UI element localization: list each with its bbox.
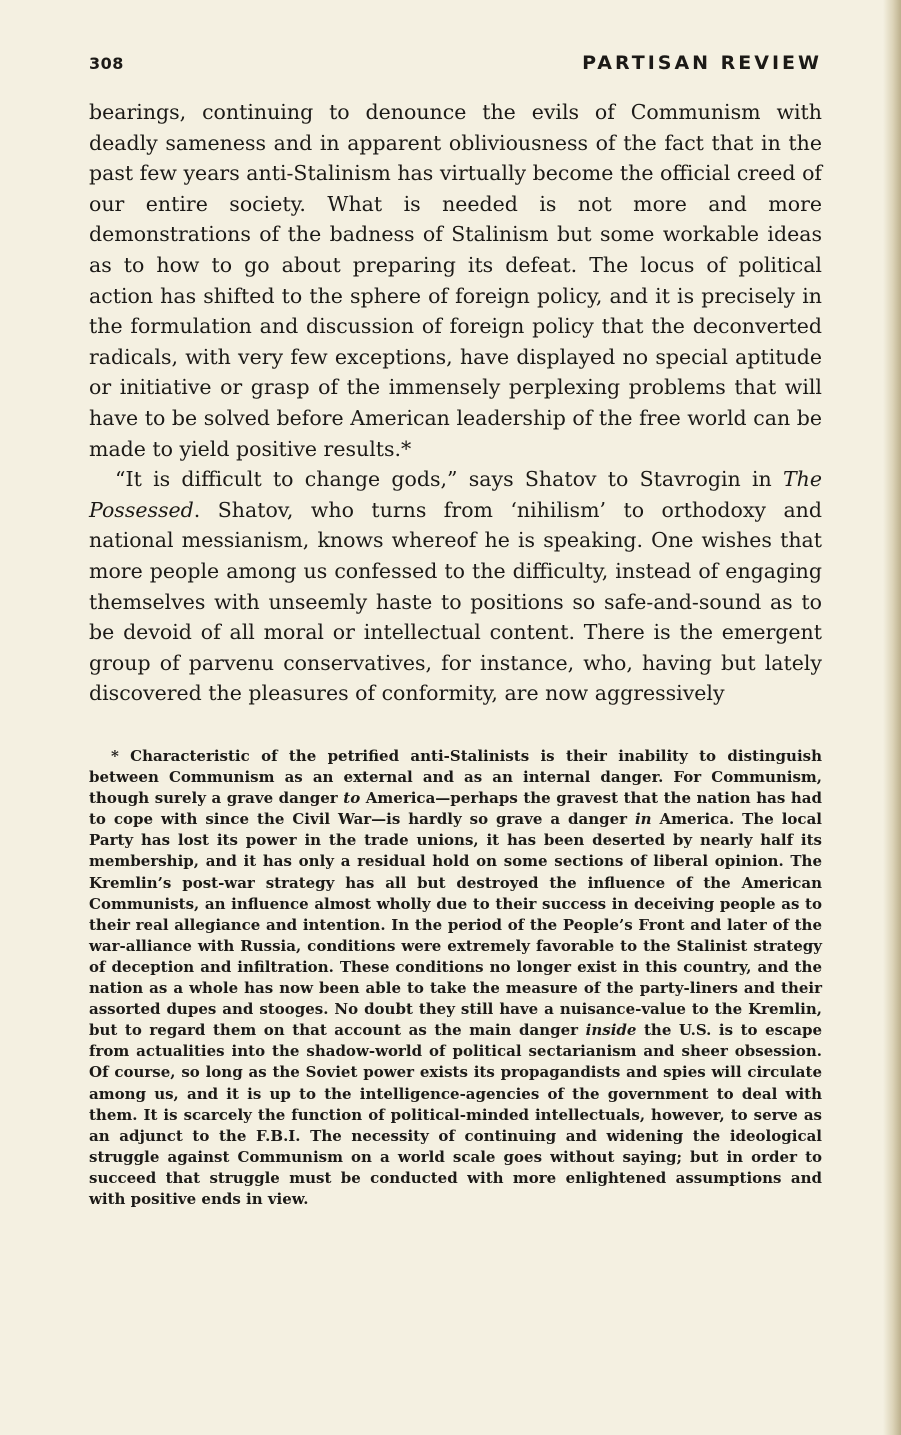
running-head: PARTISAN REVIEW bbox=[582, 52, 822, 74]
footnote-text bbox=[89, 746, 822, 1210]
footnote-emphasis-to: to bbox=[343, 789, 361, 808]
page-number: 308 bbox=[89, 54, 124, 73]
footnote-part-c: America. The local Party has lost its power in the trade unions, it has been deserted by nearly half its membership, and it has only a residual hold on some sections of liberal opinion. The Kremlin’s post-war strategy has all but destroyed the influence of the American Communists, an influence almost wholly due to their success in deceiving people as to their real allegiance and intention. In the period of the People’s Front and later of the war-alliance with Russia, conditions were extremely favorable to the Stalinist strategy of deception and infiltration. These conditions no longer exist in this country, and the nation as a whole has now been able to take the measure of the party-liners and their assorted dupes and stooges. No doubt they still have a nuisance-value to the Kremlin, but to regard them on that account as the main danger bbox=[89, 810, 822, 1040]
footnote-emphasis-in: in bbox=[634, 810, 652, 829]
footnote-emphasis-inside: inside bbox=[585, 1021, 637, 1040]
footnote-part-b: America—perhaps the gravest that the nation has had to cope with since the Civil War—is hardly so grave a danger bbox=[89, 789, 822, 829]
page-header bbox=[89, 52, 822, 76]
footnote-part-a: * Characteristic of the petrified anti-Stalinists is their inability to distinguish between Communism as an external and as an internal danger. For Communism, though surely a grave danger bbox=[89, 747, 822, 808]
paragraph-2 bbox=[89, 464, 822, 709]
page-edge-shadow bbox=[883, 0, 901, 1435]
footnote bbox=[89, 746, 822, 1210]
body-text bbox=[89, 97, 822, 709]
footnote-part-d: the U.S. is to escape from actualities into the shadow-world of political sectarianism and sheer obsession. Of course, so long as the Soviet power exists its propagandists and spies will circulate among us, and it is up to the intelligence-agencies of the government to deal with them. It is scarcely the function of political-minded intellectuals, however, to serve as an adjunct to the F.B.I. The necessity of continuing and widening the ideological struggle against Communism on a world scale goes without saying; but in order to succeed that struggle must be conducted with more enlightened assumptions and with positive ends in view. bbox=[89, 1021, 823, 1208]
paragraph-2-part-a: “It is difficult to change gods,” says Shatov to Stavrogin in bbox=[115, 467, 783, 492]
book-title-the-possessed: The Possessed bbox=[89, 467, 822, 522]
paragraph-1: bearings, continuing to denounce the evils of Communism with deadly sameness and in apparent obliviousness of the fact that in the past few years anti-Stalinism has virtually become the official creed of our entire society. What is needed is not more and more demonstrations of the badness of Stalinism but some workable ideas as to how to go about preparing its defeat. The locus of political action has shifted to the sphere of foreign policy, and it is precisely in the formulation and discussion of foreign policy that the deconverted radicals, with very few exceptions, have displayed no special aptitude or initiative or grasp of the immensely perplexing problems that will have to be solved before American leadership of the free world can be made to yield positive results.* bbox=[89, 100, 822, 461]
paragraph-2-part-b: . Shatov, who turns from ‘nihilism’ to orthodoxy and national messianism, knows whereof he is speaking. One wishes that more people among us confessed to the difficulty, instead of engaging themselves with unseemly haste to positions so safe-and-sound as to be devoid of all moral or intellectual content. There is the emergent group of parvenu conservatives, for instance, who, having but lately discovered the pleasures of conformity, are now aggressively bbox=[89, 497, 822, 706]
